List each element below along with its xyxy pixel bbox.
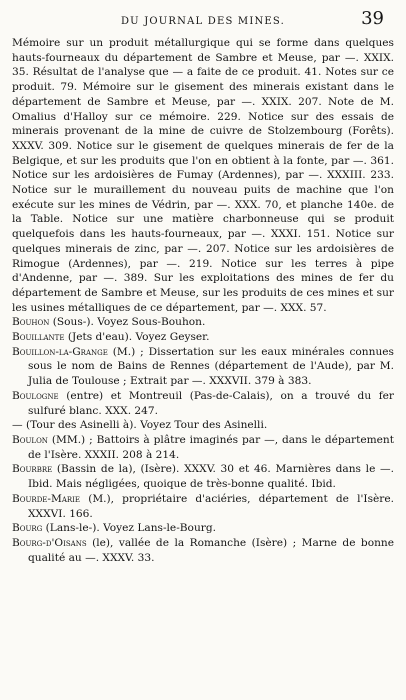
entry-text: (Bassin de la), (Isère). XXXV. 30 et 46. Marnières dans le —. Ibid. Mais négligées, quoique de très-bonne qualité. Ibid.	[28, 463, 394, 491]
index-entry	[12, 462, 394, 491]
continued-entry-text: Mémoire sur un produit métallurgique qui se forme dans quelques hauts-fourneaux du département de Sambre et Meuse, par —. XXIX. 35. Résultat de l'analyse que — a faite de ce produit. 41. Notes sur ce produit. 79. Mémoire sur le gisement des minerais existant dans le département de Sambre et Meuse, par —. XXIX. 207. Note de M. Omalius d'Halloy sur ce mémoire. 229. Notice sur des essais de minerais provenant de la mine de cuivre de Stolzembourg (Forêts). XXXV. 309. Notice sur le gisement de quelques minerais de fer de la Belgique, et sur les produits que l'on en obtient à la fonte, par —. 361. Notice sur les ardoisières de Fumay (Ardennes), par —. XXXIII. 233. Notice sur le muraillement du nouveau puits de machine que l'on exécute sur les mines de Védrin, par —. XXX. 70, et planche 140e. de la Table. Notice sur une matière charbonneuse qui se produit quelquefois dans les hauts-fourneaux, par —. XXXI. 151. Notice sur quelques minerais de zinc, par —. 207. Notice sur les ardoisières de Rimogue (Ardennes), par —. 219. Notice sur les terres à pipe d'Andenne, par —. 389. Sur les exploitations des mines de fer du département de Sambre et Meuse, sur les produits de ces mines et sur les usines métalliques de ce département, par —. XXX. 57.	[12, 37, 394, 314]
entry-text: (MM.) ; Battoirs à plâtre imaginés par —, dans le département de l'Isère. XXXII. 208 à 214.	[28, 433, 394, 461]
page-header	[0, 8, 406, 34]
index-entry	[12, 536, 394, 565]
running-head: DU JOURNAL DES MINES.	[120, 16, 286, 27]
entry-text: (M.) ; Dissertation sur les eaux minérales connues sous le nom de Bains de Rennes (département de l'Aude), par M. Julia de Toulouse ; Extrait par —. XXXVII. 379 à 383.	[28, 345, 394, 388]
index-entry	[12, 492, 394, 521]
entry-headword: Bourbre	[12, 463, 53, 476]
page-number: 39	[361, 8, 384, 29]
index-entry	[12, 521, 394, 536]
entry-headword: Bouillante	[12, 331, 65, 344]
index-entry	[12, 345, 394, 389]
entry-text: (le), vallée de la Romanche (Isère) ; Marne de bonne qualité au —. XXXV. 33.	[28, 536, 394, 564]
entry-text: (Jets d'eau). Voyez Geyser.	[64, 331, 210, 344]
index-entry	[12, 418, 394, 433]
index-entry	[12, 330, 394, 345]
entry-text: (Sous-). Voyez Sous-Bouhon.	[49, 316, 206, 329]
entry-headword: Boulogne	[12, 389, 59, 402]
index-entry	[12, 433, 394, 462]
entry-headword: Bouillon-la-Grange	[12, 345, 108, 358]
entry-headword: Bourde-Marie	[12, 492, 81, 505]
entry-text: (Tour des Asinelli à). Voyez Tour des Asinelli.	[22, 419, 268, 432]
entry-headword: Bourg-d'Oisans	[12, 536, 87, 549]
entry-headword: —	[12, 419, 23, 432]
index-entry	[12, 315, 394, 330]
entry-headword: Boulon	[12, 433, 48, 446]
entry-headword: Bouhon	[12, 316, 50, 329]
entry-text: (entre) et Montreuil (Pas-de-Calais), on a trouvé du fer sulfuré blanc. XXX. 247.	[28, 389, 394, 417]
entry-text: (M.), propriétaire d'aciéries, département de l'Isère. XXXVI. 166.	[28, 492, 394, 520]
index-body	[12, 36, 394, 565]
entry-text: (Lans-le-). Voyez Lans-le-Bourg.	[42, 522, 216, 535]
index-entry	[12, 389, 394, 418]
entry-headword: Bourg	[12, 522, 43, 535]
